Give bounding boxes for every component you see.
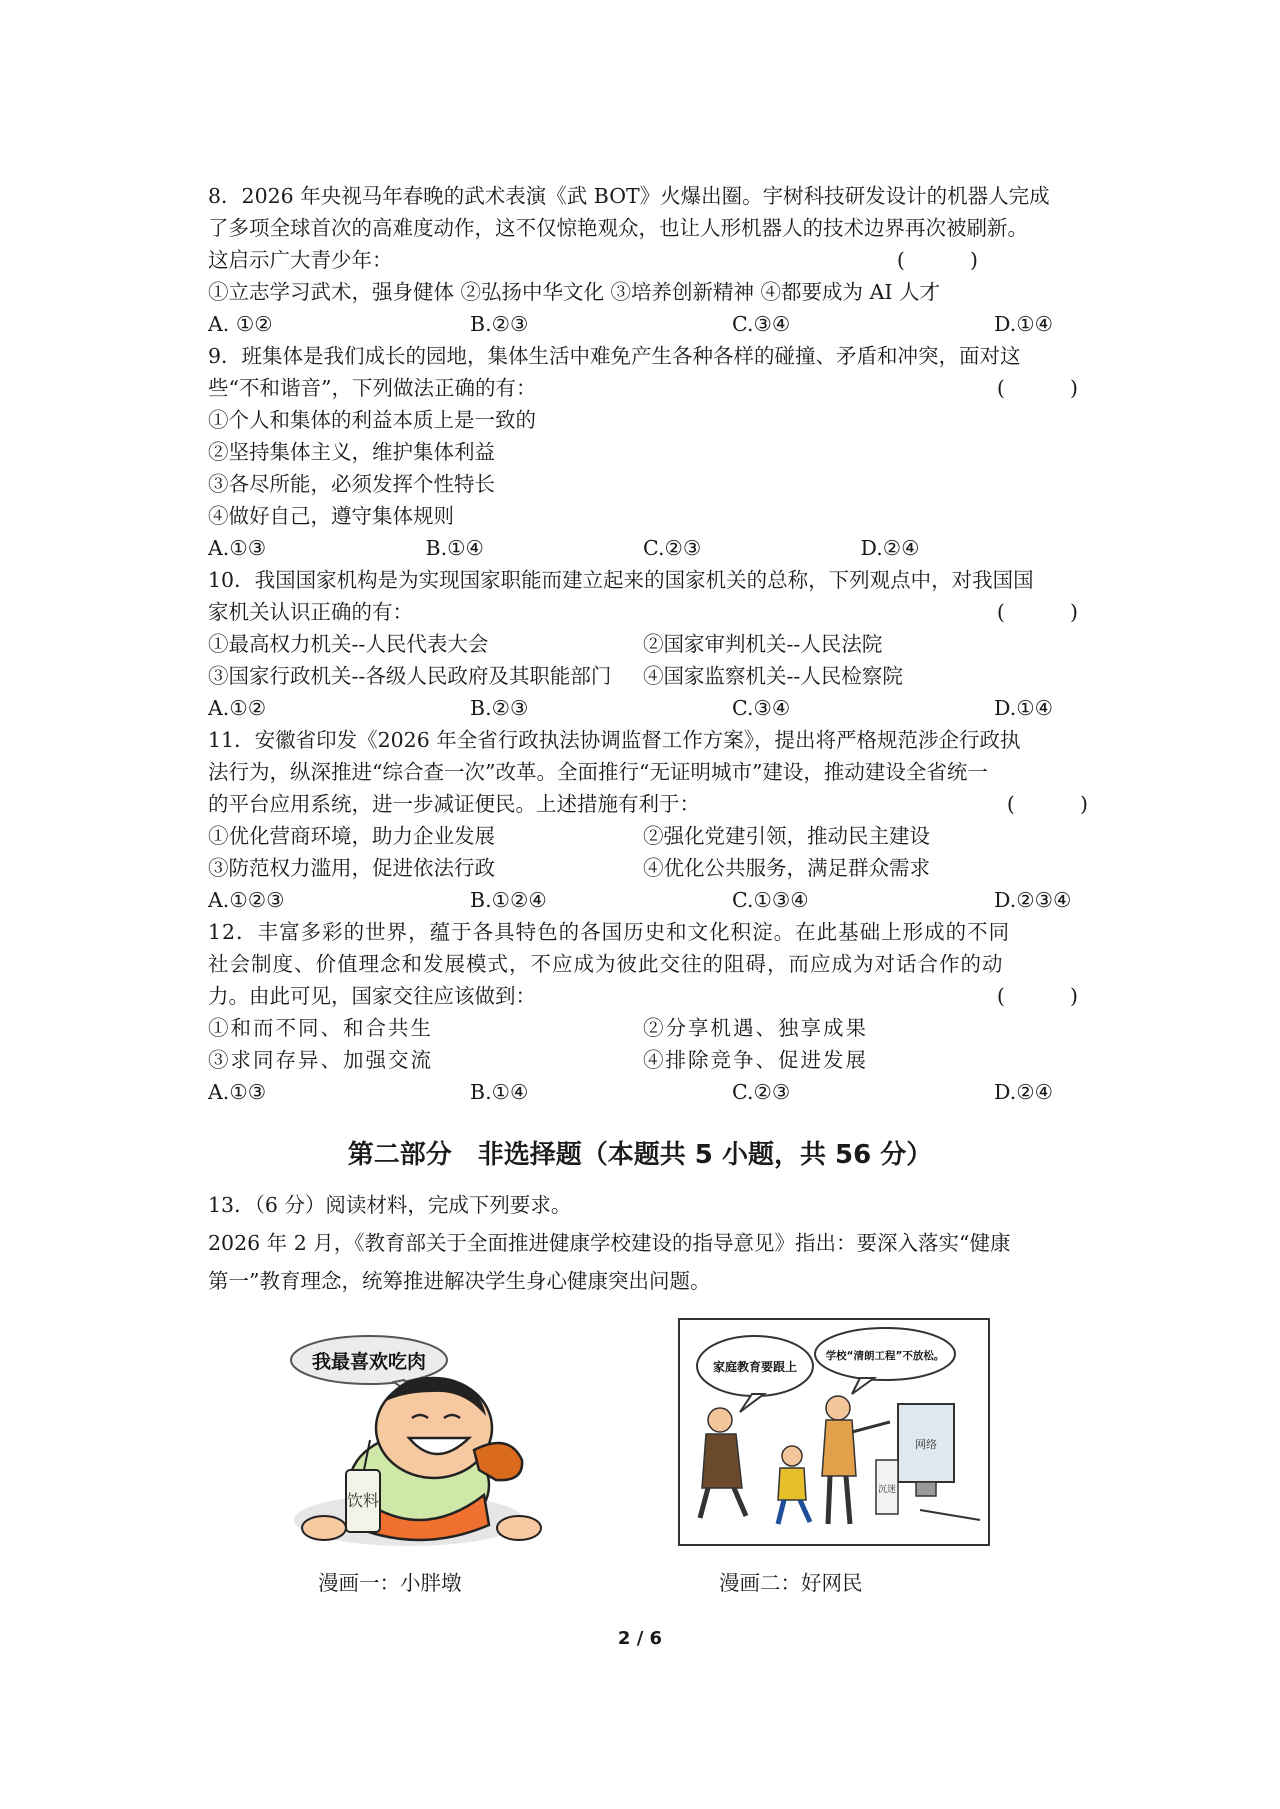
q9-item-2: ②坚持集体主义，维护集体利益 (208, 440, 495, 464)
q11-option-a: A.①②③ (208, 888, 285, 912)
q12-item-3: ③求同存异、加强交流 (208, 1048, 433, 1072)
q11-option-b: B.①②④ (470, 888, 547, 912)
q12-option-d: D.②④ (994, 1080, 1053, 1104)
q10-items-row-2 (208, 660, 1078, 692)
q8-answer-paren: ( ) (896, 248, 978, 272)
comic-two-bubble-right: 学校“清朗工程”不放松。 (825, 1350, 945, 1362)
comic-one-illustration (284, 1320, 564, 1560)
q12-stem: 力。由此可见，国家交往应该做到： (208, 984, 536, 1008)
q10-option-d: D.①④ (994, 696, 1053, 720)
q11-item-3: ③防范权力滥用，促进依法行政 (208, 856, 495, 880)
q10-answer-paren: ( ) (996, 600, 1078, 624)
q12-line-1: 12．丰富多彩的世界，蕴于各具特色的各国历史和文化积淀。在此基础上形成的不同 (208, 920, 1011, 944)
q12-options (208, 1076, 1078, 1108)
section-title: 第二部分 非选择题（本题共 5 小题，共 56 分） (347, 1140, 933, 1170)
family-school-scene-icon (680, 1320, 988, 1544)
q9-answer-paren: ( ) (996, 376, 1078, 400)
q11-stem: 的平台应用系统，进一步减证便民。上述措施有利于： (208, 792, 700, 816)
q11-item-4: ④优化公共服务，满足群众需求 (643, 856, 930, 880)
q9-item-3: ③各尽所能，必须发挥个性特长 (208, 472, 495, 496)
q13-head: 13．（6 分）阅读材料，完成下列要求。 (208, 1193, 572, 1217)
q12-line-2: 社会制度、价值理念和发展模式，不应成为彼此交往的阻碍，而应成为对话合作的动 (208, 952, 1004, 976)
q12-line-3 (208, 980, 1078, 1012)
q8-line-3 (208, 244, 1078, 276)
q9-option-a: A.①③ (208, 536, 267, 560)
q10-item-3: ③国家行政机关--各级人民政府及其职能部门 (208, 664, 612, 688)
q12-option-a: A.①③ (208, 1080, 267, 1104)
q12-item-4: ④排除竞争、促进发展 (643, 1048, 868, 1072)
q8-options (208, 308, 1078, 340)
q9-option-d: D.②④ (860, 536, 920, 560)
q11-items-row-1 (208, 820, 1078, 852)
q11-line-1: 11．安徽省印发《2026 年全省行政执法协调监督工作方案》，提出将严格规范涉企行政执 (208, 728, 1021, 752)
q8-line-2: 了多项全球首次的高难度动作，这不仅惊艳观众，也让人形机器人的技术边界再次被刷新。 (208, 216, 1028, 240)
comic-two-bubble-left: 家庭教育要跟上 (712, 1360, 798, 1374)
q10-items-row-1 (208, 628, 1078, 660)
q12-option-b: B.①④ (470, 1080, 529, 1104)
questions-block (208, 180, 1088, 1108)
q9-option-c: C.②③ (643, 536, 702, 560)
q13-material-line-1: 2026 年 2 月，《教育部关于全面推进健康学校建设的指导意见》指出：要深入落实“健康 (208, 1231, 1011, 1255)
q10-item-1: ①最高权力机关--人民代表大会 (208, 632, 489, 656)
comic-one-drink-label: 饮料 (346, 1491, 380, 1510)
q10-item-2: ②国家审判机关--人民法院 (643, 632, 883, 656)
q13-block (208, 1186, 1078, 1300)
q11-item-1: ①优化营商环境，助力企业发展 (208, 824, 495, 848)
q10-stem: 家机关认识正确的有： (208, 600, 413, 624)
q12-item-2: ②分享机遇、独享成果 (643, 1016, 868, 1040)
q10-options (208, 692, 1078, 724)
q10-line-1: 10．我国国家机构是为实现国家职能而建立起来的国家机关的总称，下列观点中，对我国国 (208, 568, 1034, 592)
q8-line-1: 8．2026 年央视马年春晚的武术表演《武 BOT》火爆出圈。宇树科技研发设计的机器人完成 (208, 184, 1050, 208)
q11-item-2: ②强化党建引领，推动民主建设 (643, 824, 930, 848)
q8-option-b: B.②③ (470, 312, 529, 336)
q12-item-1: ①和而不同、和合共生 (208, 1016, 433, 1040)
q10-option-a: A.①② (208, 696, 267, 720)
q12-items-row-2 (208, 1044, 1078, 1076)
comic-one-caption: 漫画一：小胖墩 (318, 1571, 462, 1595)
q9-line-2 (208, 372, 1078, 404)
q9-item-4: ④做好自己，遵守集体规则 (208, 504, 454, 528)
q8-option-a: A. ①② (208, 312, 273, 336)
q12-items-row-1 (208, 1012, 1078, 1044)
q9-stem: 些“不和谐音”，下列做法正确的有： (208, 376, 537, 400)
q11-options (208, 884, 1078, 916)
q13-material-line-2: 第一”教育理念，统筹推进解决学生身心健康突出问题。 (208, 1269, 711, 1293)
comic-one-bubble: 我最喜欢吃肉 (311, 1351, 427, 1373)
q12-answer-paren: ( ) (996, 984, 1078, 1008)
q11-items-row-2 (208, 852, 1078, 884)
q9-option-b: B.①④ (425, 536, 484, 560)
q9-options (208, 532, 1078, 564)
q11-line-3 (208, 788, 1088, 820)
q8-items: ①立志学习武术，强身健体 ②弘扬中华文化 ③培养创新精神 ④都要成为 AI 人才 (208, 280, 940, 304)
q11-option-d: D.②③④ (994, 888, 1072, 912)
page-number: 2 / 6 (617, 1628, 663, 1649)
chubby-kid-icon (284, 1320, 564, 1560)
q11-option-c: C.①③④ (732, 888, 809, 912)
q9-line-1: 9．班集体是我们成长的园地，集体生活中难免产生各种各样的碰撞、矛盾和冲突，面对这 (208, 344, 1021, 368)
comic-two-screen-label: 网络 (915, 1438, 937, 1451)
q8-stem: 这启示广大青少年： (208, 248, 393, 272)
q11-answer-paren: ( ) (1006, 792, 1088, 816)
q11-line-2: 法行为，纵深推进“综合查一次”改革。全面推行“无证明城市”建设，推动建设全省统一 (208, 760, 988, 784)
comic-two-box-label: 沉迷 (877, 1485, 897, 1495)
q8-option-d: D.①④ (994, 312, 1053, 336)
q9-item-1: ①个人和集体的利益本质上是一致的 (208, 408, 536, 432)
q8-option-c: C.③④ (732, 312, 791, 336)
q12-option-c: C.②③ (732, 1080, 791, 1104)
comic-two-illustration (678, 1318, 990, 1546)
comic-two-caption: 漫画二：好网民 (719, 1571, 863, 1595)
q10-item-4: ④国家监察机关--人民检察院 (643, 664, 903, 688)
q10-option-c: C.③④ (732, 696, 791, 720)
q10-option-b: B.②③ (470, 696, 529, 720)
q10-line-2 (208, 596, 1078, 628)
